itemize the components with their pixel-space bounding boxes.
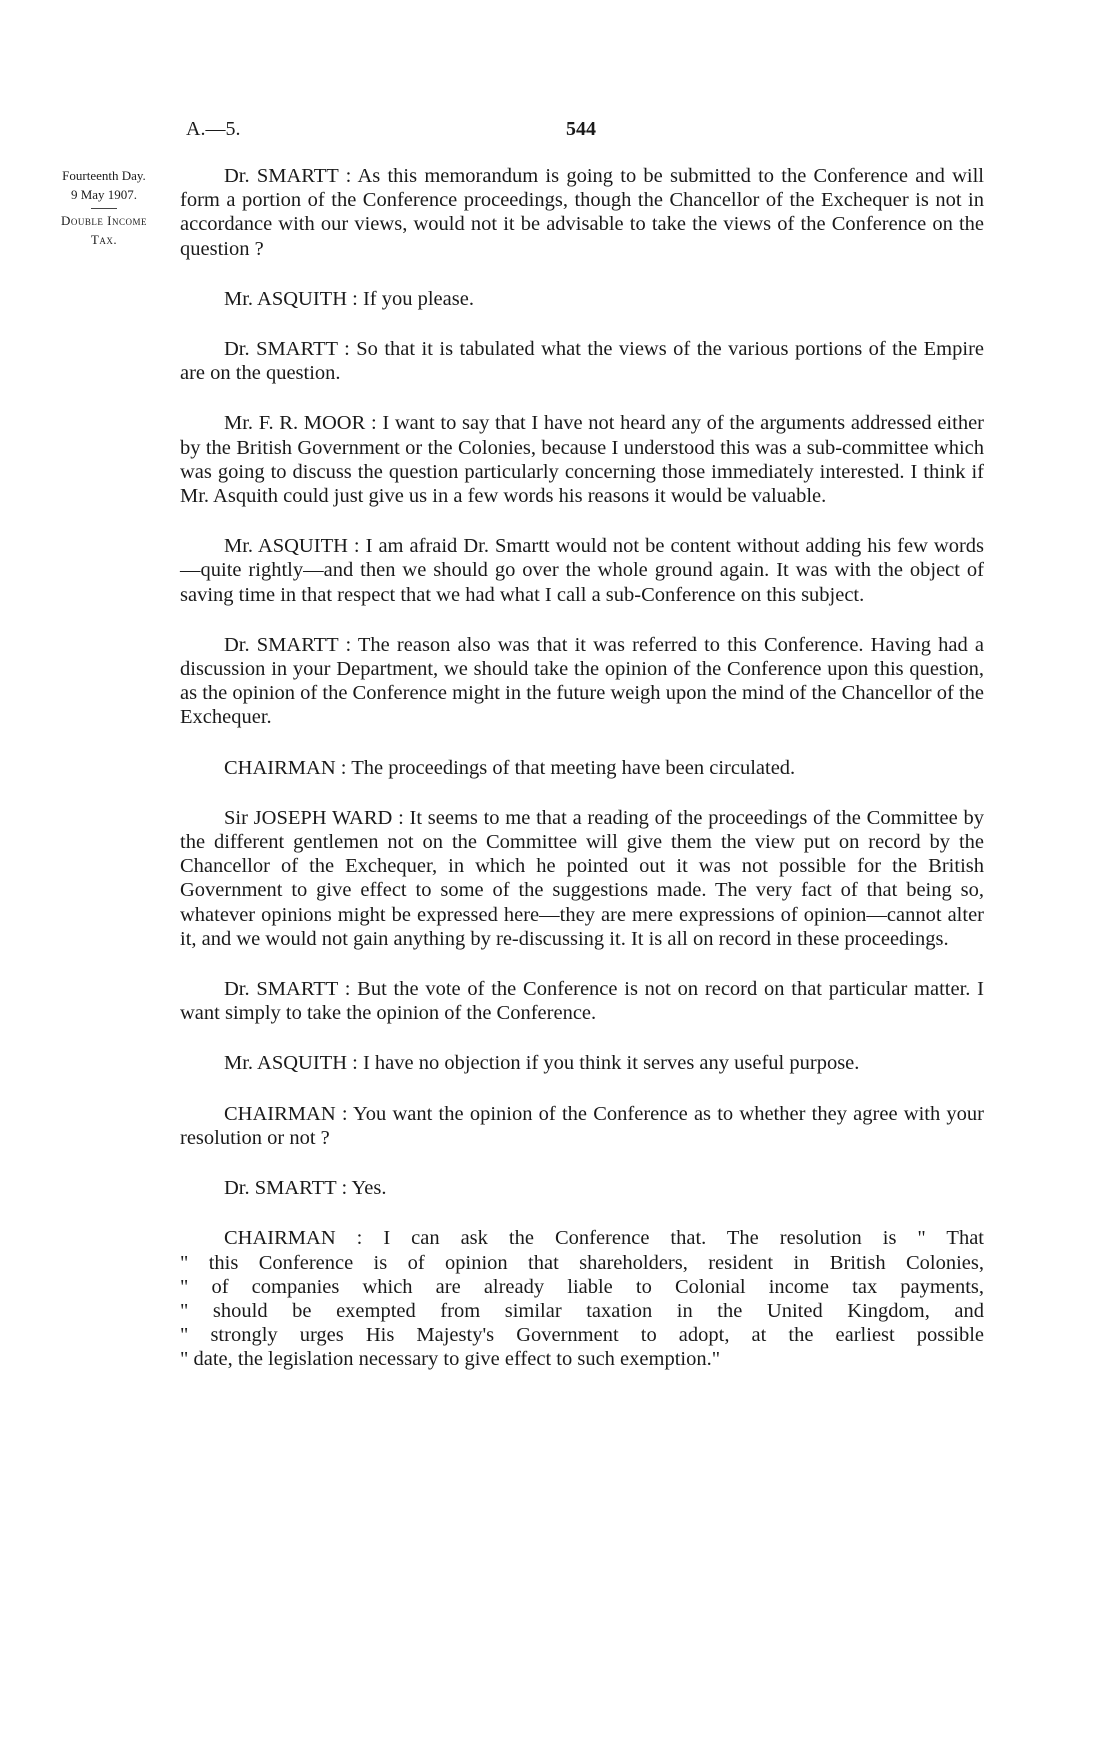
speaker-name: Sir JOSEPH WARD — [224, 806, 393, 829]
speaker-name: Dr. SMARTT — [224, 1177, 337, 1200]
speech-text: : I have no objection if you think it serves any useful purpose. — [352, 1052, 860, 1075]
resolution-line: " this Conference is of opinion that shareholders, resident in British Colonies, — [180, 1251, 984, 1274]
margin-topic-line2: Tax. — [90, 232, 118, 247]
speech-paragraph — [180, 1102, 984, 1150]
resolution-line-text: : I can ask the Conference that. The resolution is " That — [356, 1227, 984, 1250]
speaker-name: Mr. ASQUITH — [224, 287, 348, 310]
speech-text: : But the vote of the Conference is not on record on that particular matter. I want simply to take the opinion of the Conference. — [180, 978, 984, 1025]
page-number: 544 — [566, 118, 596, 140]
speech-text: : The proceedings of that meeting have been circulated. — [340, 756, 796, 779]
resolution-line: " date, the legislation necessary to give effect to such exemption." — [180, 1348, 721, 1371]
speaker-name: CHAIRMAN — [224, 756, 336, 779]
margin-divider — [91, 208, 117, 209]
margin-note — [38, 166, 170, 249]
speaker-name: Dr. SMARTT — [224, 338, 338, 361]
speech-text: : If you please. — [352, 287, 474, 310]
speech-paragraph — [180, 633, 984, 730]
transcript-body — [180, 164, 984, 1398]
speaker-name: Mr. ASQUITH — [224, 535, 348, 558]
speech-paragraph — [180, 806, 984, 951]
speaker-name: Mr. ASQUITH — [224, 1052, 348, 1075]
speech-paragraph — [180, 1176, 984, 1200]
speech-text: : I want to say that I have not heard any of the arguments addressed either by the British Government or the Colonies, because I understood this was a sub-committee which was going to discuss the question particularly concerning those immediately interested. I think if Mr. Asquith could just give us in a few words his reasons it would be valuable. — [180, 412, 984, 508]
speech-paragraph — [180, 534, 984, 607]
speaker-name: Dr. SMARTT — [224, 165, 339, 187]
speech-paragraph — [180, 1051, 984, 1075]
resolution-line: " of companies which are already liable to Colonial income tax payments, — [180, 1275, 984, 1298]
speech-paragraph — [180, 756, 984, 780]
document-reference: A.—5. — [186, 118, 241, 140]
speaker-name: Dr. SMARTT — [224, 633, 339, 656]
speaker-name: CHAIRMAN — [224, 1102, 336, 1125]
resolution-paragraph — [180, 1226, 984, 1371]
resolution-line — [180, 1226, 984, 1250]
speech-text: : As this memorandum is going to be submitted to the Conference and will form a portion of the Conference proceedings, though the Chancellor of the Exchequer is not in accordance with our views, would not it be advisable to take the views of the Conference on the question ? — [180, 165, 984, 260]
speech-paragraph — [180, 287, 984, 311]
speech-paragraph — [180, 337, 984, 385]
margin-topic-line1: Double Income — [61, 213, 147, 228]
speaker-name: Mr. F. R. MOOR — [224, 412, 366, 435]
speech-paragraph — [180, 977, 984, 1025]
speech-paragraph — [180, 411, 984, 508]
margin-date: 9 May 1907. — [70, 187, 138, 202]
speech-text: : So that it is tabulated what the views of the various portions of the Empire are on the question. — [180, 338, 984, 385]
speaker-name: CHAIRMAN — [224, 1227, 336, 1250]
speech-text: : It seems to me that a reading of the proceedings of the Committee by the different gentlemen not on the Committee will give them the view put on record by the Chancellor of the Exchequer, in which he pointed out it was not possible for the British Government to give effect to some of the suggestions made. The very fact of that being so, whatever opinions might be expressed here—they are mere expressions of opinion—cannot alter it, and we would not gain anything by re-discussing it. It is all on record in these proceedings. — [180, 806, 984, 950]
speech-text: : You want the opinion of the Conference as to whether they agree with your resolution or not ? — [180, 1102, 985, 1149]
speech-text: : The reason also was that it was referred to this Conference. Having had a discussion in your Department, we should take the opinion of the Conference upon this question, as the opinion of the Conference might in the future weigh upon the mind of the Chancellor of the Exchequer. — [180, 633, 984, 729]
resolution-line: " should be exempted from similar taxation in the United Kingdom, and — [180, 1299, 984, 1322]
speaker-name: Dr. SMARTT — [224, 978, 338, 1001]
resolution-line: " strongly urges His Majesty's Government to adopt, at the earliest possible — [180, 1324, 984, 1347]
speech-text: : Yes. — [341, 1177, 387, 1200]
speech-text: : I am afraid Dr. Smartt would not be content without adding his few words—quite rightly—and then we should go over the whole ground again. It was with the object of saving time in that respect that we had what I call a sub-Conference on this subject. — [180, 535, 985, 606]
margin-day: Fourteenth Day. — [62, 168, 146, 183]
speech-paragraph — [180, 164, 984, 261]
